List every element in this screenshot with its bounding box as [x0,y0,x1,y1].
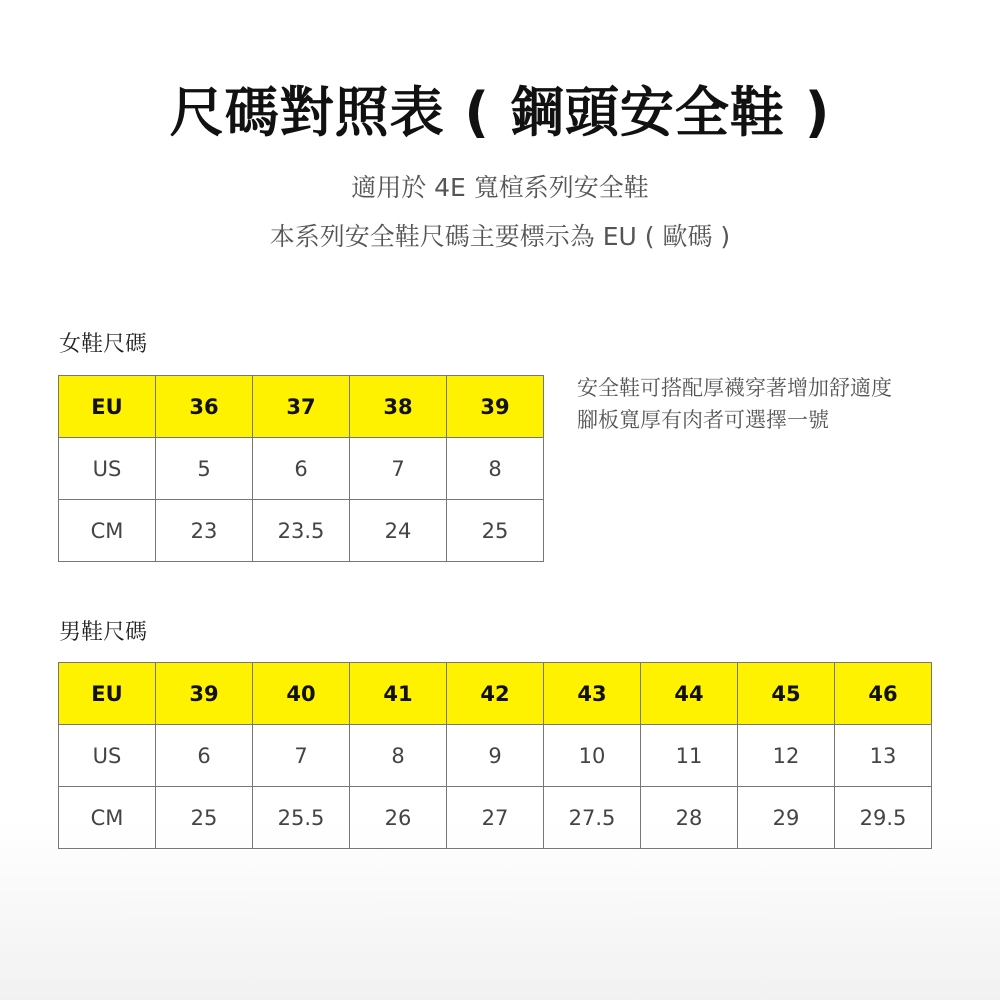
size-cell: 6 [253,438,350,500]
subtitle-applicable: 適用於 4E 寬楦系列安全鞋 [351,173,649,202]
size-cell: 6 [156,725,253,787]
size-cell: 38 [350,376,447,438]
women-size-label: 女鞋尺碼 [59,332,148,357]
table-row-eu [59,663,932,725]
size-cell: 29 [738,787,835,849]
size-cell: 5 [156,438,253,500]
size-cell: 23.5 [253,500,350,562]
row-header: EU [59,376,156,438]
fit-note-line: 腳板寬厚有肉者可選擇一號 [577,408,829,432]
size-cell: 12 [738,725,835,787]
size-cell: 25 [156,787,253,849]
row-header: EU [59,663,156,725]
size-cell: 23 [156,500,253,562]
table-row-eu [59,376,544,438]
size-cell: 26 [350,787,447,849]
size-cell: 10 [544,725,641,787]
size-cell: 44 [641,663,738,725]
fit-note-line: 安全鞋可搭配厚襪穿著增加舒適度 [577,376,892,400]
size-cell: 28 [641,787,738,849]
table-row-cm [59,500,544,562]
table-row-us [59,438,544,500]
size-cell: 39 [156,663,253,725]
row-header: US [59,438,156,500]
size-cell: 37 [253,376,350,438]
page-title: 尺碼對照表 ( 鋼頭安全鞋 ) [169,81,831,144]
row-header: US [59,725,156,787]
size-cell: 24 [350,500,447,562]
size-cell: 8 [447,438,544,500]
size-cell: 40 [253,663,350,725]
size-cell: 45 [738,663,835,725]
size-cell: 41 [350,663,447,725]
row-header: CM [59,500,156,562]
size-cell: 25 [447,500,544,562]
size-cell: 46 [835,663,932,725]
size-cell: 8 [350,725,447,787]
men-size-table [58,662,932,849]
size-cell: 13 [835,725,932,787]
size-cell: 42 [447,663,544,725]
size-cell: 11 [641,725,738,787]
size-cell: 36 [156,376,253,438]
size-cell: 29.5 [835,787,932,849]
men-size-label: 男鞋尺碼 [59,620,148,645]
size-cell: 43 [544,663,641,725]
women-size-table [58,375,544,562]
size-cell: 27.5 [544,787,641,849]
row-header: CM [59,787,156,849]
size-cell: 25.5 [253,787,350,849]
table-row-cm [59,787,932,849]
size-cell: 7 [253,725,350,787]
fit-note [577,372,957,436]
size-cell: 7 [350,438,447,500]
size-cell: 9 [447,725,544,787]
subtitle-size-standard: 本系列安全鞋尺碼主要標示為 EU ( 歐碼 ) [269,222,731,251]
size-cell: 39 [447,376,544,438]
size-cell: 27 [447,787,544,849]
table-row-us [59,725,932,787]
